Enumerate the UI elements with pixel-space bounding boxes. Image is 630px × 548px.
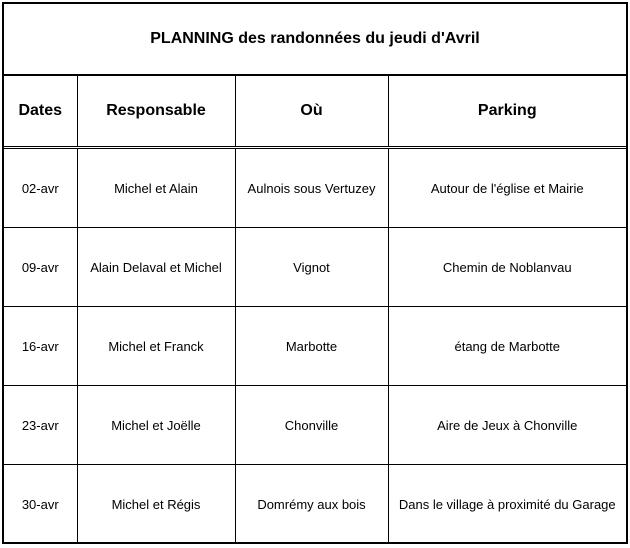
planning-table [4,76,626,543]
table-row [4,228,626,307]
header-row [4,76,626,148]
cell-ou: Chonville [235,386,388,465]
table-row [4,307,626,386]
cell-date: 02-avr [4,148,77,228]
header-parking: Parking [388,76,626,148]
cell-date: 09-avr [4,228,77,307]
cell-responsable: Michel et Franck [77,307,235,386]
cell-parking: Aire de Jeux à Chonville [388,386,626,465]
planning-sheet [2,2,628,544]
cell-ou: Domrémy aux bois [235,465,388,544]
cell-responsable: Michel et Alain [77,148,235,228]
cell-ou: Marbotte [235,307,388,386]
cell-parking: étang de Marbotte [388,307,626,386]
cell-ou: Vignot [235,228,388,307]
cell-ou: Aulnois sous Vertuzey [235,148,388,228]
cell-date: 30-avr [4,465,77,544]
table-row [4,148,626,228]
cell-date: 23-avr [4,386,77,465]
cell-responsable: Michel et Joëlle [77,386,235,465]
page-title: PLANNING des randonnées du jeudi d'Avril [4,4,626,76]
cell-responsable: Michel et Régis [77,465,235,544]
cell-parking: Dans le village à proximité du Garage [398,496,616,512]
table-row [4,386,626,465]
header-ou: Où [235,76,388,148]
cell-date: 16-avr [4,307,77,386]
cell-parking: Autour de l'église et Mairie [388,148,626,228]
table-row [4,465,626,544]
cell-responsable: Alain Delaval et Michel [77,228,235,307]
cell-parking: Chemin de Noblanvau [388,228,626,307]
header-dates: Dates [4,76,77,148]
header-responsable: Responsable [77,76,235,148]
